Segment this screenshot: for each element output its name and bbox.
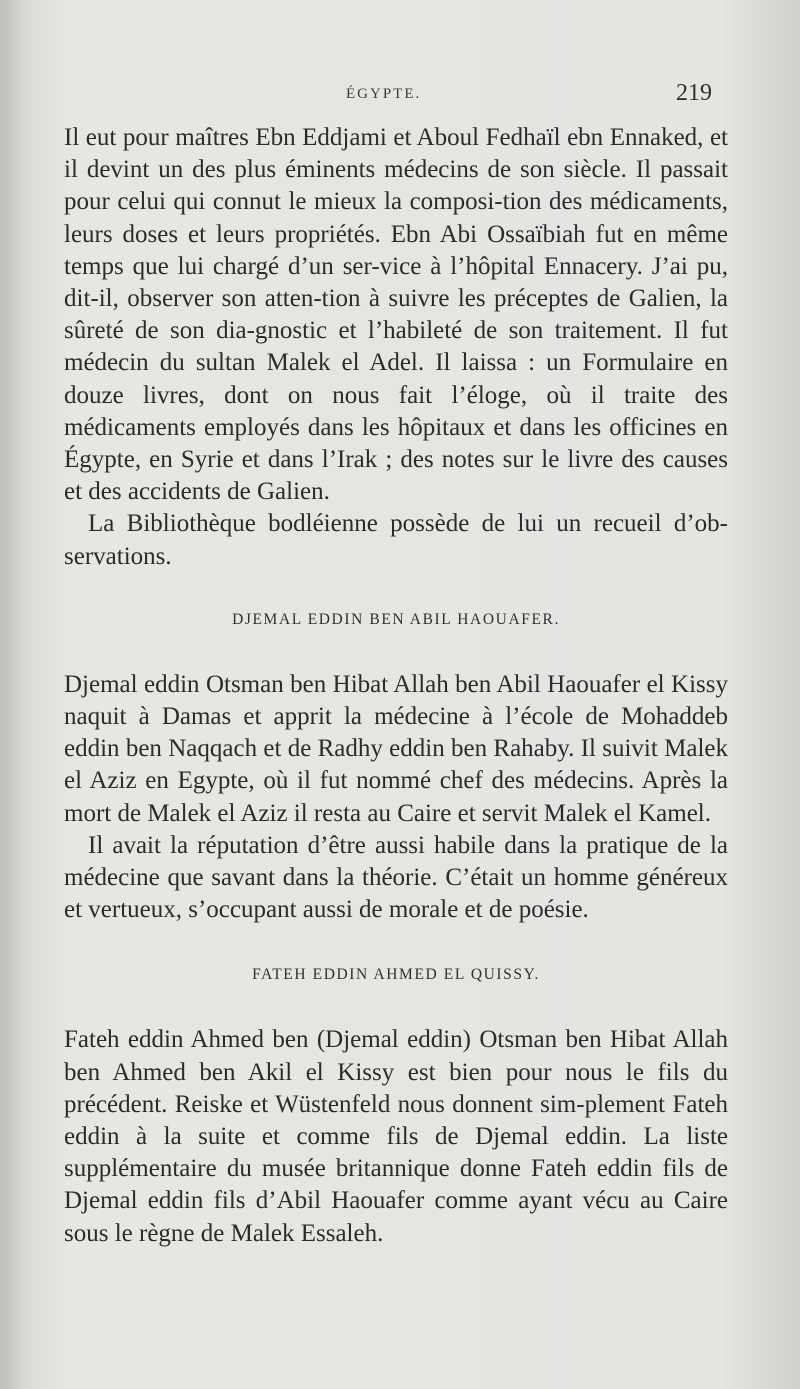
running-head-title: ÉGYPTE. — [346, 86, 422, 102]
paragraph: Fateh eddin Ahmed ben (Djemal eddin) Otsman ben Hibat Allah ben Ahmed ben Akil el Kissy est bien pour nous le fils du précédent. Reiske et Wüstenfeld nous donnent sim-plement Fateh eddin à la suite et comme fils de Djemal eddin. La liste supplémentaire du musée britannique donne Fateh eddin fils de Djemal eddin fils d’Abil Haouafer comme ayant vécu au Caire sous le règne de Malek Essaleh. — [64, 1026, 728, 1247]
page-number: 219 — [676, 80, 712, 106]
paragraph: Il eut pour maîtres Ebn Eddjami et Aboul Fedhaïl ebn Ennaked, et il devint un des plus éminents médecins de son siècle. Il passait pour celui qui connut le mieux la composi-tion des médicaments, leurs doses et leurs propriétés. Ebn Abi Ossaïbiah fut en même temps que lui chargé d’un ser-vice à l’hôpital Ennacery. J’ai pu, dit-il, observer son atten-tion à suivre les préceptes de Galien, la sûreté de son dia-gnostic et l’habileté de son traitement. Il fut médecin du sultan Malek el Adel. Il laissa : un Formulaire en douze livres, dont on nous fait l’éloge, où il traite des médicaments employés dans les hôpitaux et dans les officines en Égypte, en Syrie et dans l’Irak ; des notes sur le livre des causes et des accidents de Galien. — [64, 124, 728, 506]
running-head — [0, 80, 800, 110]
paragraph: Il avait la réputation d’être aussi habile dans la pratique de la médecine que savant dans la théorie. C’était un homme généreux et vertueux, s’occupant aussi de morale et de poésie. — [64, 831, 728, 924]
section-heading-fateh-eddin: FATEH EDDIN AHMED EL QUISSY. — [252, 966, 540, 984]
paragraph: La Bibliothèque bodléienne possède de lui un recueil d’ob-servations. — [64, 510, 728, 570]
page-body — [64, 122, 728, 1250]
section-heading-djemal-eddin: DJEMAL EDDIN BEN ABIL HAOUAFER. — [232, 610, 560, 628]
paragraph: Djemal eddin Otsman ben Hibat Allah ben Abil Haouafer el Kissy naquit à Damas et apprit la médecine à l’école de Mohaddeb eddin ben Naqqach et de Radhy eddin ben Rahaby. Il suivit Malek el Aziz en Egypte, où il fut nommé chef des médecins. Après la mort de Malek el Aziz il resta au Caire et servit Malek el Kamel. — [64, 670, 728, 827]
